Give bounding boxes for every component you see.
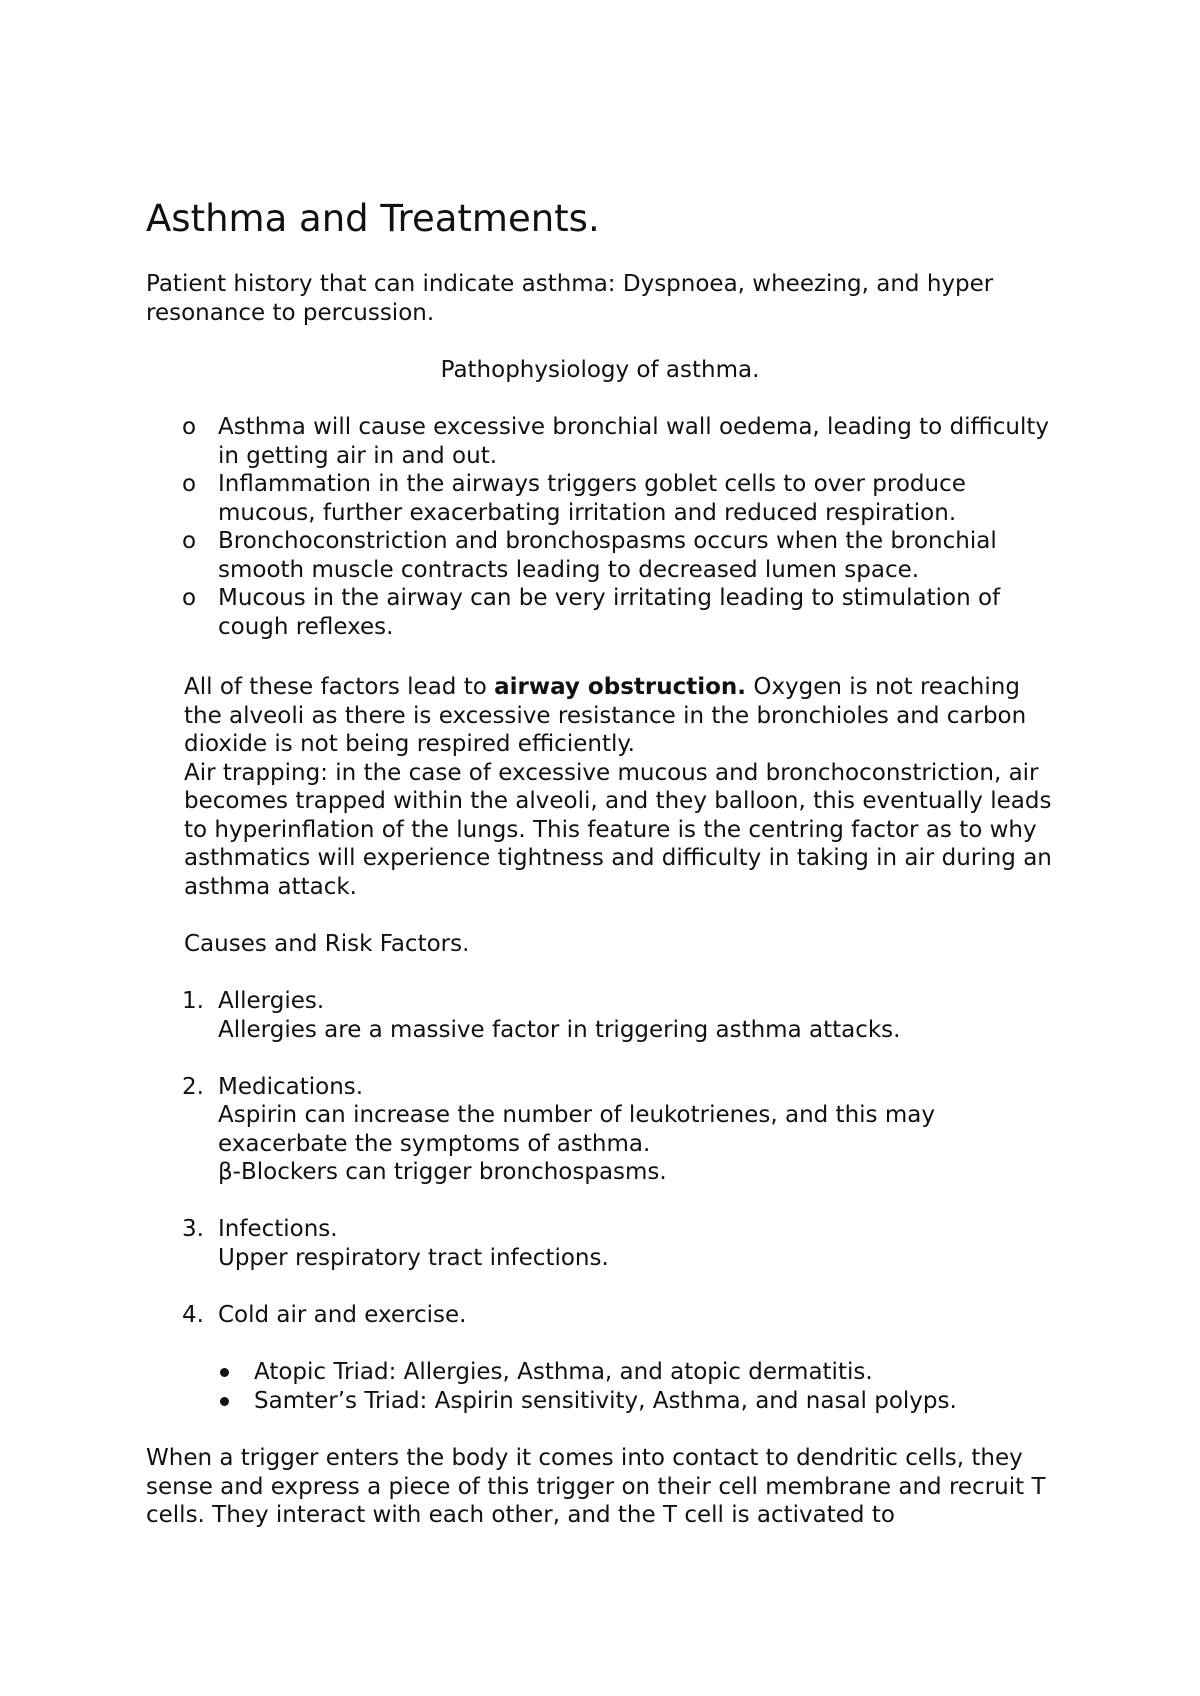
cause-detail: Allergies are a massive factor in triggering asthma attacks. (218, 1016, 901, 1043)
cause-detail: Aspirin can increase the number of leukotrienes, and this may exacerbate the symptoms of asthma. (218, 1102, 935, 1157)
cause-number: 2. (182, 1073, 204, 1100)
cause-item (182, 987, 1062, 1044)
bullet-dot-icon (220, 1368, 229, 1377)
list-item-text: Asthma will cause excessive bronchial wall oedema, leading to difficulty in getting air in and out. (218, 414, 1050, 469)
pathophysiology-heading: Pathophysiology of asthma. (440, 357, 760, 383)
cause-title: Infections. (218, 1216, 338, 1242)
cause-title: Allergies. (218, 988, 325, 1014)
summary-emphasis: airway obstruction. (494, 674, 747, 700)
air-trapping-paragraph: Air trapping: in the case of excessive mucous and bronchoconstriction, air becomes trapped within the alveoli, and they balloon, this eventually leads to hyperinflation of the lungs. This feature is the centring factor as to why asthmatics will experience tightness and difficulty in taking in air during an asthma attack. (184, 759, 1052, 900)
cause-item (182, 1073, 1062, 1187)
triad-text: Atopic Triad: Allergies, Asthma, and atopic dermatitis. (254, 1359, 873, 1385)
cause-number: 1. (182, 988, 204, 1014)
closing-paragraph: When a trigger enters the body it comes into contact to dendritic cells, they sense and express a piece of this trigger on their cell membrane and recruit T cells. They interact with each other, and the T cell is activated to (146, 1445, 1046, 1528)
bullet-marker: o (182, 528, 197, 554)
list-item (182, 527, 1062, 584)
list-item (182, 413, 1062, 470)
cause-detail: Upper respiratory tract infections. (218, 1244, 609, 1271)
cause-title: Medications. (218, 1073, 364, 1100)
document-title: Asthma and Treatments. (146, 197, 600, 240)
list-item (182, 470, 1062, 527)
cause-item (182, 1215, 1062, 1272)
triad-item (218, 1387, 1098, 1416)
summary-lead: All of these factors lead to (184, 674, 495, 700)
triad-text: Samter’s Triad: Aspirin sensitivity, Asthma, and nasal polyps. (254, 1387, 957, 1414)
causes-heading: Causes and Risk Factors. (184, 931, 470, 957)
list-item (182, 584, 1062, 641)
cause-number: 4. (182, 1301, 204, 1328)
cause-title: Cold air and exercise. (218, 1301, 467, 1328)
cause-detail: β-Blockers can trigger bronchospasms. (218, 1159, 667, 1185)
summary-section (184, 673, 1064, 901)
causes-list (182, 987, 1062, 1358)
triads-list (218, 1358, 1098, 1415)
list-item-text: Bronchoconstriction and bronchospasms occurs when the bronchial smooth muscle contracts leading to decreased lumen space. (218, 528, 997, 583)
summary-paragraph (184, 673, 1064, 759)
intro-paragraph: Patient history that can indicate asthma: Dyspnoea, wheezing, and hyper resonance to percussion. (146, 271, 994, 326)
cause-item (182, 1301, 1062, 1330)
triad-item (218, 1358, 1098, 1387)
list-item-text: Mucous in the airway can be very irritating leading to stimulation of cough reflexes. (218, 585, 1001, 640)
cause-number: 3. (182, 1216, 204, 1242)
list-item-text: Inflammation in the airways triggers goblet cells to over produce mucous, further exacerbating irritation and reduced respiration. (218, 471, 966, 526)
bullet-dot-icon (220, 1397, 229, 1406)
bullet-marker: o (182, 585, 197, 611)
bullet-marker: o (182, 414, 197, 440)
bullet-marker: o (182, 471, 197, 497)
pathophysiology-list (182, 413, 1062, 641)
summary-rest: Oxygen is not reaching the alveoli as there is excessive resistance in the bronchioles and carbon dioxide is not being respired efficiently. (184, 674, 1027, 757)
